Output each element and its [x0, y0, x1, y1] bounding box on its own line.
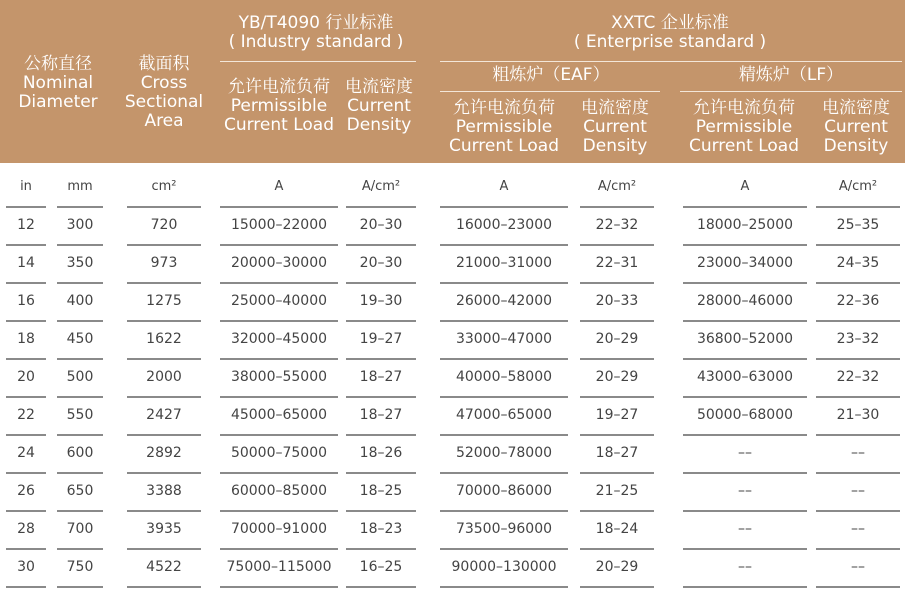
- cell-in: 18: [17, 331, 35, 347]
- row-divider: [580, 434, 654, 436]
- cell-in: 12: [17, 217, 35, 233]
- header-industry-load: 允许电流负荷 Permissible Current Load: [223, 77, 335, 135]
- row-divider: [683, 510, 807, 512]
- row-divider: [816, 548, 900, 550]
- unit-eaf-density: A/cm²: [597, 179, 637, 194]
- row-divider: [346, 434, 416, 436]
- cell-eaf-density: 20–29: [595, 331, 639, 347]
- cell-in: 20: [17, 369, 35, 385]
- cell-area: 1622: [146, 331, 182, 347]
- row-divider: [580, 358, 654, 360]
- cell-industry-load: 60000–85000: [230, 483, 328, 499]
- row-divider: [816, 206, 900, 208]
- header-lf-density: 电流密度 Current Density: [822, 98, 890, 156]
- header-industry-density: 电流密度 Current Density: [345, 77, 413, 135]
- row-divider: [816, 510, 900, 512]
- row-divider: [127, 472, 201, 474]
- cell-area: 4522: [146, 559, 182, 575]
- cell-industry-density: 20–30: [359, 217, 403, 233]
- cell-industry-load: 15000–22000: [230, 217, 328, 233]
- cell-area: 720: [150, 217, 178, 233]
- cell-industry-load: 75000–115000: [226, 559, 332, 575]
- row-divider: [440, 396, 568, 398]
- row-divider: [816, 586, 900, 588]
- header-eaf-load: 允许电流负荷 Permissible Current Load: [448, 98, 560, 156]
- header-cross-sectional-area: 截面积 Cross Sectional Area: [124, 54, 204, 131]
- row-divider: [6, 472, 46, 474]
- cell-in: 14: [17, 255, 35, 271]
- cell-industry-density: 18–27: [359, 407, 403, 423]
- cell-mm: 400: [66, 293, 94, 309]
- row-divider: [57, 358, 103, 360]
- cell-industry-density: 18–25: [359, 483, 403, 499]
- cell-mm: 350: [66, 255, 94, 271]
- row-divider: [127, 510, 201, 512]
- cell-lf-density: ––: [851, 483, 865, 499]
- cell-lf-density: 24–35: [836, 255, 880, 271]
- header-eaf: 粗炼炉（EAF）: [492, 65, 610, 85]
- row-divider: [6, 244, 46, 246]
- row-divider: [57, 320, 103, 322]
- cell-eaf-load: 73500–96000: [455, 521, 553, 537]
- cell-industry-density: 18–23: [359, 521, 403, 537]
- row-divider: [346, 320, 416, 322]
- unit-in: in: [20, 179, 32, 194]
- cell-industry-density: 19–30: [359, 293, 403, 309]
- cell-eaf-density: 18–27: [595, 445, 639, 461]
- row-divider: [440, 510, 568, 512]
- cell-industry-load: 32000–45000: [230, 331, 328, 347]
- row-divider: [127, 434, 201, 436]
- row-divider: [440, 434, 568, 436]
- cell-eaf-density: 21–25: [595, 483, 639, 499]
- row-divider: [220, 244, 338, 246]
- row-divider: [57, 510, 103, 512]
- row-divider: [580, 206, 654, 208]
- row-divider: [6, 282, 46, 284]
- unit-industry-density: A/cm²: [361, 179, 401, 194]
- cell-eaf-load: 90000–130000: [451, 559, 557, 575]
- row-divider: [57, 282, 103, 284]
- table-header: [0, 0, 905, 163]
- row-divider: [440, 472, 568, 474]
- row-divider: [346, 358, 416, 360]
- row-divider: [580, 472, 654, 474]
- unit-lf-load: A: [740, 179, 750, 194]
- cell-lf-load: 43000–63000: [696, 369, 794, 385]
- cell-eaf-load: 52000–78000: [455, 445, 553, 461]
- header-divider-industry: [220, 61, 416, 62]
- cell-lf-load: 50000–68000: [696, 407, 794, 423]
- cell-lf-load: 36800–52000: [696, 331, 794, 347]
- row-divider: [6, 206, 46, 208]
- row-divider: [220, 434, 338, 436]
- row-divider: [346, 586, 416, 588]
- cell-eaf-density: 18–24: [595, 521, 639, 537]
- cell-area: 2892: [146, 445, 182, 461]
- row-divider: [57, 206, 103, 208]
- cell-lf-load: ––: [738, 559, 752, 575]
- row-divider: [580, 510, 654, 512]
- row-divider: [57, 434, 103, 436]
- cell-eaf-density: 22–32: [595, 217, 639, 233]
- unit-eaf-load: A: [499, 179, 509, 194]
- row-divider: [6, 320, 46, 322]
- row-divider: [346, 472, 416, 474]
- row-divider: [220, 510, 338, 512]
- cell-in: 26: [17, 483, 35, 499]
- cell-mm: 450: [66, 331, 94, 347]
- cell-eaf-load: 26000–42000: [455, 293, 553, 309]
- row-divider: [346, 206, 416, 208]
- cell-lf-load: ––: [738, 445, 752, 461]
- header-divider-lf: [680, 91, 902, 92]
- cell-lf-load: 18000–25000: [696, 217, 794, 233]
- unit-lf-density: A/cm²: [838, 179, 878, 194]
- row-divider: [127, 320, 201, 322]
- row-divider: [346, 396, 416, 398]
- header-lf: 精炼炉（LF）: [738, 65, 844, 85]
- row-divider: [580, 586, 654, 588]
- cell-eaf-density: 20–29: [595, 559, 639, 575]
- cell-in: 22: [17, 407, 35, 423]
- row-divider: [683, 396, 807, 398]
- cell-lf-load: ––: [738, 483, 752, 499]
- row-divider: [683, 206, 807, 208]
- cell-lf-density: 23–32: [836, 331, 880, 347]
- row-divider: [440, 282, 568, 284]
- row-divider: [580, 244, 654, 246]
- unit-industry-load: A: [274, 179, 284, 194]
- row-divider: [440, 586, 568, 588]
- row-divider: [220, 320, 338, 322]
- row-divider: [440, 320, 568, 322]
- row-divider: [6, 358, 46, 360]
- cell-mm: 500: [66, 369, 94, 385]
- row-divider: [440, 548, 568, 550]
- cell-industry-load: 70000–91000: [230, 521, 328, 537]
- header-divider-eaf: [440, 91, 660, 92]
- row-divider: [57, 586, 103, 588]
- cell-area: 1275: [146, 293, 182, 309]
- row-divider: [127, 282, 201, 284]
- cell-mm: 600: [66, 445, 94, 461]
- row-divider: [6, 548, 46, 550]
- cell-lf-density: ––: [851, 521, 865, 537]
- cell-industry-load: 38000–55000: [230, 369, 328, 385]
- row-divider: [6, 586, 46, 588]
- row-divider: [57, 472, 103, 474]
- row-divider: [220, 282, 338, 284]
- cell-area: 3388: [146, 483, 182, 499]
- cell-eaf-load: 70000–86000: [455, 483, 553, 499]
- cell-lf-load: 23000–34000: [696, 255, 794, 271]
- row-divider: [580, 282, 654, 284]
- row-divider: [683, 472, 807, 474]
- cell-in: 24: [17, 445, 35, 461]
- row-divider: [683, 282, 807, 284]
- row-divider: [6, 434, 46, 436]
- row-divider: [816, 434, 900, 436]
- cell-mm: 550: [66, 407, 94, 423]
- row-divider: [57, 548, 103, 550]
- row-divider: [580, 396, 654, 398]
- row-divider: [683, 586, 807, 588]
- cell-industry-density: 16–25: [359, 559, 403, 575]
- cell-area: 973: [150, 255, 178, 271]
- cell-industry-load: 25000–40000: [230, 293, 328, 309]
- cell-mm: 700: [66, 521, 94, 537]
- unit-mm: mm: [67, 179, 93, 194]
- row-divider: [6, 396, 46, 398]
- row-divider: [6, 510, 46, 512]
- cell-industry-load: 50000–75000: [230, 445, 328, 461]
- row-divider: [683, 434, 807, 436]
- header-divider-enterprise: [440, 61, 902, 62]
- row-divider: [816, 282, 900, 284]
- row-divider: [440, 206, 568, 208]
- cell-in: 16: [17, 293, 35, 309]
- row-divider: [683, 358, 807, 360]
- row-divider: [220, 206, 338, 208]
- row-divider: [127, 396, 201, 398]
- row-divider: [346, 244, 416, 246]
- row-divider: [816, 244, 900, 246]
- cell-in: 30: [17, 559, 35, 575]
- row-divider: [816, 358, 900, 360]
- cell-eaf-density: 19–27: [595, 407, 639, 423]
- row-divider: [127, 244, 201, 246]
- cell-mm: 650: [66, 483, 94, 499]
- cell-eaf-density: 20–29: [595, 369, 639, 385]
- cell-eaf-density: 20–33: [595, 293, 639, 309]
- cell-eaf-load: 40000–58000: [455, 369, 553, 385]
- cell-area: 2427: [146, 407, 182, 423]
- cell-mm: 750: [66, 559, 94, 575]
- row-divider: [220, 548, 338, 550]
- row-divider: [683, 320, 807, 322]
- row-divider: [220, 358, 338, 360]
- row-divider: [683, 548, 807, 550]
- cell-industry-density: 19–27: [359, 331, 403, 347]
- cell-area: 2000: [146, 369, 182, 385]
- cell-lf-load: 28000–46000: [696, 293, 794, 309]
- header-industry-standard: YB/T4090 行业标准 ( Industry standard ): [228, 13, 404, 52]
- cell-lf-density: 21–30: [836, 407, 880, 423]
- row-divider: [580, 548, 654, 550]
- header-nominal-diameter: 公称直径 Nominal Diameter: [18, 54, 98, 112]
- row-divider: [346, 548, 416, 550]
- cell-area: 3935: [146, 521, 182, 537]
- row-divider: [440, 358, 568, 360]
- row-divider: [127, 586, 201, 588]
- row-divider: [683, 244, 807, 246]
- row-divider: [440, 244, 568, 246]
- cell-industry-load: 45000–65000: [230, 407, 328, 423]
- cell-eaf-load: 16000–23000: [455, 217, 553, 233]
- cell-eaf-load: 33000–47000: [455, 331, 553, 347]
- cell-eaf-load: 47000–65000: [455, 407, 553, 423]
- cell-lf-density: 22–32: [836, 369, 880, 385]
- cell-industry-density: 18–27: [359, 369, 403, 385]
- row-divider: [580, 320, 654, 322]
- cell-in: 28: [17, 521, 35, 537]
- row-divider: [220, 472, 338, 474]
- row-divider: [816, 472, 900, 474]
- cell-lf-density: 22–36: [836, 293, 880, 309]
- row-divider: [127, 548, 201, 550]
- cell-industry-density: 18–26: [359, 445, 403, 461]
- cell-mm: 300: [66, 217, 94, 233]
- header-eaf-density: 电流密度 Current Density: [581, 98, 649, 156]
- cell-industry-load: 20000–30000: [230, 255, 328, 271]
- row-divider: [816, 320, 900, 322]
- row-divider: [816, 396, 900, 398]
- header-enterprise-standard: XXTC 企业标准 ( Enterprise standard ): [573, 13, 767, 52]
- cell-eaf-load: 21000–31000: [455, 255, 553, 271]
- row-divider: [127, 206, 201, 208]
- cell-lf-density: ––: [851, 559, 865, 575]
- row-divider: [220, 396, 338, 398]
- row-divider: [57, 244, 103, 246]
- row-divider: [346, 282, 416, 284]
- cell-eaf-density: 22–31: [595, 255, 639, 271]
- cell-lf-density: 25–35: [836, 217, 880, 233]
- cell-lf-density: ––: [851, 445, 865, 461]
- header-lf-load: 允许电流负荷 Permissible Current Load: [688, 98, 800, 156]
- row-divider: [346, 510, 416, 512]
- row-divider: [127, 358, 201, 360]
- row-divider: [57, 396, 103, 398]
- cell-industry-density: 20–30: [359, 255, 403, 271]
- cell-lf-load: ––: [738, 521, 752, 537]
- row-divider: [220, 586, 338, 588]
- unit-area: cm²: [151, 179, 177, 194]
